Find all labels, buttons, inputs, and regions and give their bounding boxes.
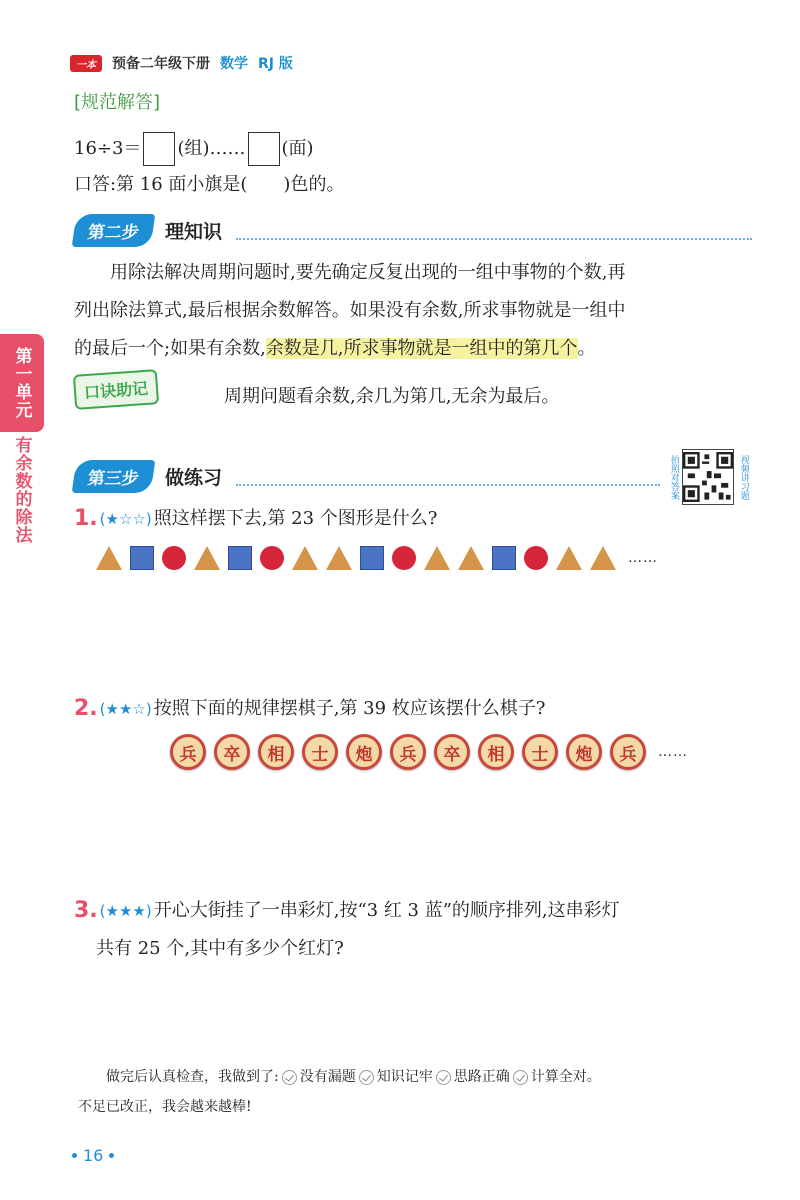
difficulty-stars: (★☆☆): [99, 509, 152, 528]
remainder-blank[interactable]: [248, 132, 280, 166]
check-circle-icon[interactable]: [436, 1070, 451, 1085]
chess-piece: 士: [302, 734, 338, 770]
check-circle-icon[interactable]: [282, 1070, 297, 1085]
knowledge-line-1: 用除法解决周期问题时,要先确定反复出现的一组中事物的个数,再: [110, 262, 626, 283]
triangle-shape: [458, 546, 484, 570]
knowledge-line-2: 列出除法算式,最后根据余数解答。如果没有余数,所求事物就是一组中: [74, 300, 626, 321]
step2-title: 理知识: [165, 220, 223, 243]
brand-logo: 一本: [70, 55, 102, 72]
subject-label: 数学: [220, 56, 248, 72]
step3-title: 做练习: [165, 466, 223, 489]
triangle-shape: [424, 546, 450, 570]
self-check-line-2: 不足已改正，我会越来越棒!: [78, 1099, 252, 1115]
oral-answer: 口答:第 16 面小旗是( )色的。: [74, 174, 345, 195]
mnemonic-badge: 口诀助记: [73, 369, 159, 410]
page-number-text: 16: [83, 1146, 104, 1165]
question-number: 2.: [74, 696, 98, 721]
question-number: 1.: [74, 506, 98, 531]
chess-piece: 兵: [390, 734, 426, 770]
question-2: [74, 698, 545, 720]
knowledge-line-3-end: 。: [577, 338, 596, 359]
knowledge-line-3: [74, 330, 754, 368]
page-number: [72, 1146, 114, 1165]
self-check-lead: 做完后认真检查，我做到了:: [106, 1069, 279, 1085]
solution-title: [规范解答]: [74, 92, 161, 113]
highlighted-rule: 余数是几,所求事物就是一组中的第几个: [265, 338, 578, 359]
chess-piece: 兵: [170, 734, 206, 770]
chess-piece: 兵: [610, 734, 646, 770]
question-3: [74, 900, 620, 922]
step2-badge: 第二步: [72, 214, 156, 247]
circle-shape: [260, 546, 284, 570]
knowledge-line-3-plain: 的最后一个;如果有余数,: [74, 338, 266, 359]
step3-badge: 第三步: [72, 460, 156, 493]
flag-unit: (面): [281, 138, 314, 159]
square-shape: [228, 546, 252, 570]
qr-code-block[interactable]: [668, 446, 760, 508]
triangle-shape: [292, 546, 318, 570]
division-equation: [74, 132, 314, 166]
quotient-blank[interactable]: [143, 132, 175, 166]
book-title: 预备二年级下册: [112, 56, 210, 72]
square-shape: [130, 546, 154, 570]
triangle-shape: [590, 546, 616, 570]
divider: [236, 238, 752, 240]
circle-shape: [392, 546, 416, 570]
chess-piece: 相: [258, 734, 294, 770]
qr-label-right: 视频讲习题: [738, 454, 749, 500]
question-text-line-1: 开心大街挂了一串彩灯,按“3 红 3 蓝”的顺序排列,这串彩灯: [153, 900, 620, 921]
check-circle-icon[interactable]: [513, 1070, 528, 1085]
triangle-shape: [326, 546, 352, 570]
triangle-shape: [556, 546, 582, 570]
group-unit: (组)……: [177, 138, 246, 159]
step2-heading: [74, 214, 222, 246]
self-check-line-1: [78, 1062, 768, 1092]
question-text: 按照下面的规律摆棋子,第 39 枚应该摆什么棋子?: [153, 698, 546, 719]
self-check-note: [78, 1062, 768, 1122]
self-check-item: 没有漏题: [299, 1069, 356, 1085]
shape-sequence: [96, 546, 658, 570]
dot-icon: [109, 1153, 114, 1158]
self-check-item: 思路正确: [453, 1069, 510, 1085]
question-number: 3.: [74, 898, 98, 923]
question-text: 照这样摆下去,第 23 个图形是什么?: [153, 508, 438, 529]
difficulty-stars: (★★★): [99, 901, 152, 920]
topic-tab: [0, 436, 44, 554]
divider: [236, 484, 660, 486]
mnemonic-text: 周期问题看余数,余几为第几,无余为最后。: [224, 386, 560, 407]
check-circle-icon[interactable]: [359, 1070, 374, 1085]
qr-code-icon[interactable]: [682, 449, 734, 505]
circle-shape: [524, 546, 548, 570]
ellipsis: ……: [658, 744, 688, 760]
chess-piece: 卒: [214, 734, 250, 770]
triangle-shape: [194, 546, 220, 570]
chess-piece: 炮: [346, 734, 382, 770]
self-check-item: 计算全对。: [530, 1069, 601, 1085]
circle-shape: [162, 546, 186, 570]
step3-heading: [74, 460, 222, 492]
chess-piece: 炮: [566, 734, 602, 770]
difficulty-stars: (★★☆): [99, 699, 152, 718]
unit-label: 第一单元: [11, 347, 32, 419]
chess-piece: 相: [478, 734, 514, 770]
triangle-shape: [96, 546, 122, 570]
question-text-line-2: 共有 25 个,其中有多少个红灯?: [96, 938, 344, 959]
edition-label: RJ 版: [258, 56, 293, 72]
ellipsis: ……: [628, 550, 658, 566]
question-1: [74, 508, 437, 530]
chess-piece-sequence: [170, 734, 688, 770]
dot-icon: [72, 1153, 77, 1158]
chess-piece: 士: [522, 734, 558, 770]
page-header: [70, 52, 293, 74]
chess-piece: 卒: [434, 734, 470, 770]
equation-left: 16÷3＝: [74, 138, 142, 159]
self-check-item: 知识记牢: [376, 1069, 433, 1085]
unit-tab: [0, 334, 44, 432]
qr-label-left: 拍照对答案: [668, 454, 679, 500]
square-shape: [360, 546, 384, 570]
square-shape: [492, 546, 516, 570]
topic-label: 有余数的除法: [11, 436, 32, 544]
